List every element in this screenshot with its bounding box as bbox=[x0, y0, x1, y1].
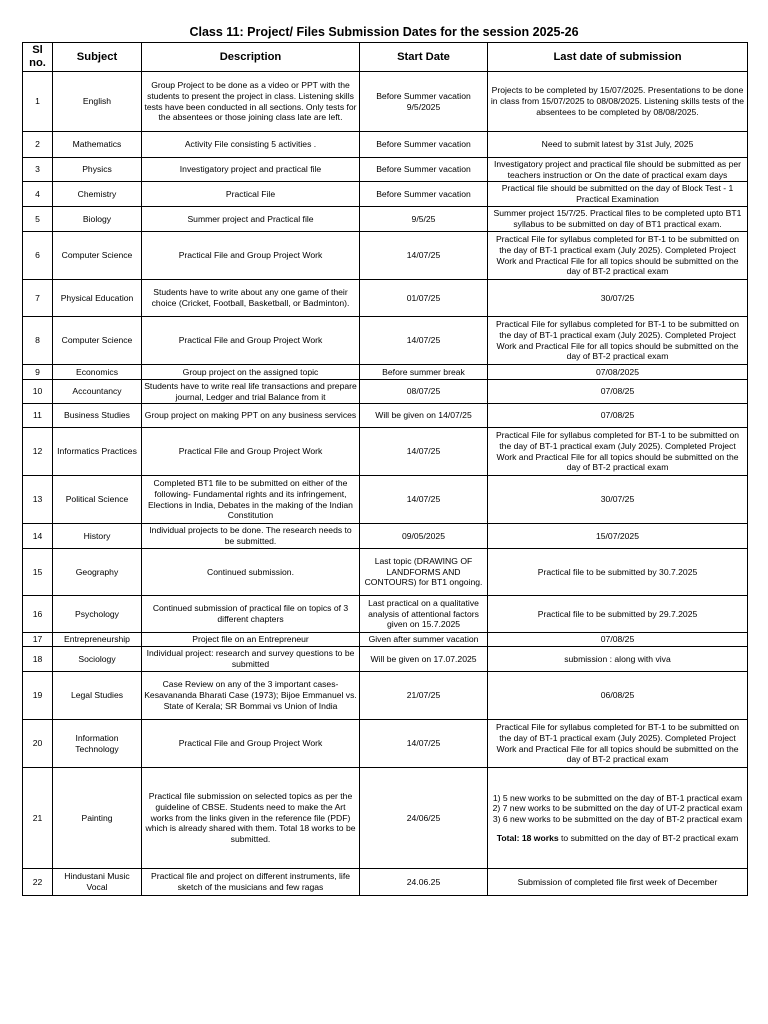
table-row bbox=[23, 647, 748, 672]
cell-last-date: Practical File for syllabus completed for BT-1 to be submitted on the day of BT-1 practical exam (July 2025). Completed Project Work and Practical File for all topics should be submitted on the day of BT-2 practical exam bbox=[488, 232, 748, 280]
table-row bbox=[23, 633, 748, 647]
cell-last-date: 07/08/25 bbox=[488, 404, 748, 428]
cell-sl-no: 9 bbox=[23, 365, 53, 380]
table-row bbox=[23, 132, 748, 158]
cell-last-date: Practical File for syllabus completed for BT-1 to be submitted on the day of BT-1 practical exam (July 2025). Completed Project Work and Practical File for all topics should be submitted on the day of BT-2 practical exam bbox=[488, 720, 748, 768]
cell-sl-no: 14 bbox=[23, 524, 53, 549]
cell-description: Practical File and Group Project Work bbox=[142, 428, 360, 476]
cell-start-date: 9/5/25 bbox=[360, 207, 488, 232]
table-row bbox=[23, 428, 748, 476]
cell-description: Students have to write real life transactions and prepare journal, Ledger and trial Balance from it bbox=[142, 380, 360, 404]
painting-item-1: 1) 5 new works to be submitted on the day of BT-1 practical exam bbox=[492, 792, 743, 803]
table-row bbox=[23, 476, 748, 524]
cell-start-date: 24/06/25 bbox=[360, 768, 488, 869]
cell-description: Practical file submission on selected topics as per the guideline of CBSE. Students need to make the Art works from the links given in the reference file (PDF) which is already shared with them. Total 18 works to be submitted. bbox=[142, 768, 360, 869]
cell-last-date: Practical file to be submitted by 29.7.2025 bbox=[488, 596, 748, 633]
cell-sl-no: 16 bbox=[23, 596, 53, 633]
cell-start-date: Last practical on a qualitative analysis of attentional factors given on 15.7.2025 bbox=[360, 596, 488, 633]
cell-sl-no: 18 bbox=[23, 647, 53, 672]
cell-start-date: Will be given on 14/07/25 bbox=[360, 404, 488, 428]
cell-start-date: 14/07/25 bbox=[360, 317, 488, 365]
cell-sl-no: 6 bbox=[23, 232, 53, 280]
table-row bbox=[23, 720, 748, 768]
header-start-date: Start Date bbox=[360, 43, 488, 72]
cell-start-date: 21/07/25 bbox=[360, 672, 488, 720]
cell-description: Individual projects to be done. The research needs to be submitted. bbox=[142, 524, 360, 549]
painting-item-2: 2) 7 new works to be submitted on the day of UT-2 practical exam bbox=[492, 803, 743, 814]
cell-description: Summer project and Practical file bbox=[142, 207, 360, 232]
cell-subject: Painting bbox=[53, 768, 142, 869]
cell-sl-no: 17 bbox=[23, 633, 53, 647]
cell-description: Students have to write about any one game of their choice (Cricket, Football, Basketball, or Badminton). bbox=[142, 280, 360, 317]
cell-sl-no: 19 bbox=[23, 672, 53, 720]
cell-last-date: Projects to be completed by 15/07/2025. Presentations to be done in class from 15/07/2025 to 08/08/2025. Listening skills tests of the absentees to be completed by 08/08/2025. bbox=[488, 72, 748, 132]
table-row bbox=[23, 596, 748, 633]
cell-subject: Biology bbox=[53, 207, 142, 232]
cell-subject: Computer Science bbox=[53, 317, 142, 365]
cell-sl-no: 2 bbox=[23, 132, 53, 158]
cell-start-date: Before Summer vacation 9/5/2025 bbox=[360, 72, 488, 132]
cell-start-date: Before Summer vacation bbox=[360, 158, 488, 182]
cell-start-date: Before summer break bbox=[360, 365, 488, 380]
cell-subject: History bbox=[53, 524, 142, 549]
cell-sl-no: 21 bbox=[23, 768, 53, 869]
cell-sl-no: 13 bbox=[23, 476, 53, 524]
cell-last-date: 06/08/25 bbox=[488, 672, 748, 720]
cell-last-date bbox=[488, 768, 748, 869]
cell-last-date: 07/08/25 bbox=[488, 633, 748, 647]
cell-subject: Information Technology bbox=[53, 720, 142, 768]
cell-sl-no: 4 bbox=[23, 182, 53, 207]
table-row bbox=[23, 404, 748, 428]
painting-total-label: Total: 18 works bbox=[496, 832, 559, 843]
table-row bbox=[23, 232, 748, 280]
cell-start-date: Before Summer vacation bbox=[360, 182, 488, 207]
cell-start-date: 09/05/2025 bbox=[360, 524, 488, 549]
cell-sl-no: 3 bbox=[23, 158, 53, 182]
cell-start-date: 08/07/25 bbox=[360, 380, 488, 404]
cell-description: Practical File bbox=[142, 182, 360, 207]
table-row bbox=[23, 768, 748, 869]
cell-description: Practical File and Group Project Work bbox=[142, 720, 360, 768]
cell-last-date: Practical file should be submitted on the day of Block Test - 1 Practical Examination bbox=[488, 182, 748, 207]
cell-subject: Informatics Practices bbox=[53, 428, 142, 476]
table-row bbox=[23, 869, 748, 896]
table-row bbox=[23, 365, 748, 380]
cell-subject: Accountancy bbox=[53, 380, 142, 404]
header-description: Description bbox=[142, 43, 360, 72]
cell-last-date: Practical File for syllabus completed for BT-1 to be submitted on the day of BT-1 practical exam (July 2025). Completed Project Work and Practical File for all topics should be submitted on the day of BT-2 practical exam bbox=[488, 317, 748, 365]
cell-sl-no: 15 bbox=[23, 549, 53, 596]
cell-sl-no: 1 bbox=[23, 72, 53, 132]
cell-description: Continued submission of practical file on topics of 3 different chapters bbox=[142, 596, 360, 633]
cell-subject: English bbox=[53, 72, 142, 132]
page-title: Class 11: Project/ Files Submission Dates for the session 2025-26 bbox=[189, 25, 579, 39]
cell-subject: Economics bbox=[53, 365, 142, 380]
cell-sl-no: 8 bbox=[23, 317, 53, 365]
cell-subject: Computer Science bbox=[53, 232, 142, 280]
cell-last-date: submission : along with viva bbox=[488, 647, 748, 672]
cell-start-date: 14/07/25 bbox=[360, 720, 488, 768]
cell-start-date: Given after summer vacation bbox=[360, 633, 488, 647]
cell-last-date: Practical File for syllabus completed for BT-1 to be submitted on the day of BT-1 practical exam (July 2025). Completed Project Work and Practical File for all topics should be submitted on the day of BT-2 practical exam bbox=[488, 428, 748, 476]
cell-description: Practical file and project on different instruments, life sketch of the musicians and few ragas bbox=[142, 869, 360, 896]
cell-last-date: Investigatory project and practical file should be submitted as per teachers instruction or On the date of practical exam days bbox=[488, 158, 748, 182]
cell-sl-no: 22 bbox=[23, 869, 53, 896]
cell-description: Completed BT1 file to be submitted on either of the following- Fundamental rights and its infringement, Elections in India, Debates in the making of the Indian Constitution bbox=[142, 476, 360, 524]
cell-subject: Legal Studies bbox=[53, 672, 142, 720]
cell-description: Group project on the assigned topic bbox=[142, 365, 360, 380]
cell-last-date: 30/07/25 bbox=[488, 280, 748, 317]
cell-last-date: Practical file to be submitted by 30.7.2025 bbox=[488, 549, 748, 596]
cell-start-date: 24.06.25 bbox=[360, 869, 488, 896]
cell-start-date: Before Summer vacation bbox=[360, 132, 488, 158]
painting-total-text: to submitted on the day of BT-2 practical exam bbox=[558, 832, 739, 843]
cell-last-date: Need to submit latest by 31st July, 2025 bbox=[488, 132, 748, 158]
header-last-date: Last date of submission bbox=[488, 43, 748, 72]
table-row bbox=[23, 207, 748, 232]
table-row bbox=[23, 158, 748, 182]
cell-description: Case Review on any of the 3 important cases- Kesavananda Bharati Case (1973); Bijoe Emmanuel vs. State of Kerala; SR Bommai vs Union of India bbox=[142, 672, 360, 720]
cell-start-date: 14/07/25 bbox=[360, 428, 488, 476]
cell-sl-no: 10 bbox=[23, 380, 53, 404]
header-sl-no: Sl no. bbox=[23, 43, 53, 72]
cell-description: Practical File and Group Project Work bbox=[142, 232, 360, 280]
table-row bbox=[23, 380, 748, 404]
cell-description: Project file on an Entrepreneur bbox=[142, 633, 360, 647]
cell-last-date: 30/07/25 bbox=[488, 476, 748, 524]
cell-sl-no: 12 bbox=[23, 428, 53, 476]
cell-sl-no: 20 bbox=[23, 720, 53, 768]
submission-schedule-table bbox=[22, 42, 748, 896]
cell-subject: Psychology bbox=[53, 596, 142, 633]
table-row bbox=[23, 524, 748, 549]
cell-subject: Physical Education bbox=[53, 280, 142, 317]
cell-subject: Entrepreneurship bbox=[53, 633, 142, 647]
table-row bbox=[23, 549, 748, 596]
table-row bbox=[23, 182, 748, 207]
cell-subject: Sociology bbox=[53, 647, 142, 672]
cell-start-date: 14/07/25 bbox=[360, 476, 488, 524]
cell-sl-no: 5 bbox=[23, 207, 53, 232]
cell-subject: Political Science bbox=[53, 476, 142, 524]
cell-subject: Geography bbox=[53, 549, 142, 596]
cell-description: Activity File consisting 5 activities . bbox=[142, 132, 360, 158]
cell-start-date: Will be given on 17.07.2025 bbox=[360, 647, 488, 672]
cell-start-date: 14/07/25 bbox=[360, 232, 488, 280]
cell-subject: Physics bbox=[53, 158, 142, 182]
cell-last-date: 07/08/25 bbox=[488, 380, 748, 404]
cell-subject: Mathematics bbox=[53, 132, 142, 158]
table-row bbox=[23, 317, 748, 365]
cell-start-date: 01/07/25 bbox=[360, 280, 488, 317]
cell-last-date: Summer project 15/7/25. Practical files to be completed upto BT1 syllabus to be submitted on day of BT1 practical exam. bbox=[488, 207, 748, 232]
painting-item-3: 3) 6 new works to be submitted on the day of BT-2 practical exam bbox=[492, 814, 743, 824]
cell-description: Group project on making PPT on any business services bbox=[142, 404, 360, 428]
cell-last-date: Submission of completed file first week of December bbox=[488, 869, 748, 896]
cell-description: Individual project: research and survey questions to be submitted bbox=[142, 647, 360, 672]
cell-description: Practical File and Group Project Work bbox=[142, 317, 360, 365]
header-subject: Subject bbox=[53, 43, 142, 72]
cell-subject: Chemistry bbox=[53, 182, 142, 207]
cell-subject: Hindustani Music Vocal bbox=[53, 869, 142, 896]
cell-sl-no: 7 bbox=[23, 280, 53, 317]
cell-last-date: 07/08/2025 bbox=[488, 365, 748, 380]
table-row bbox=[23, 280, 748, 317]
cell-description: Group Project to be done as a video or PPT with the students to present the project in class. Listening skills tests have been conducted in all sections. Only tests for the absentees or those joining class late are left. bbox=[142, 72, 360, 132]
painting-total bbox=[490, 833, 745, 844]
cell-description: Continued submission. bbox=[142, 549, 360, 596]
cell-last-date: 15/07/2025 bbox=[488, 524, 748, 549]
cell-subject: Business Studies bbox=[53, 404, 142, 428]
cell-description: Investigatory project and practical file bbox=[142, 158, 360, 182]
cell-sl-no: 11 bbox=[23, 404, 53, 428]
cell-start-date: Last topic (DRAWING OF LANDFORMS AND CONTOURS) for BT1 ongoing. bbox=[360, 549, 488, 596]
table-header-row bbox=[23, 43, 748, 72]
table-row bbox=[23, 72, 748, 132]
table-row bbox=[23, 672, 748, 720]
